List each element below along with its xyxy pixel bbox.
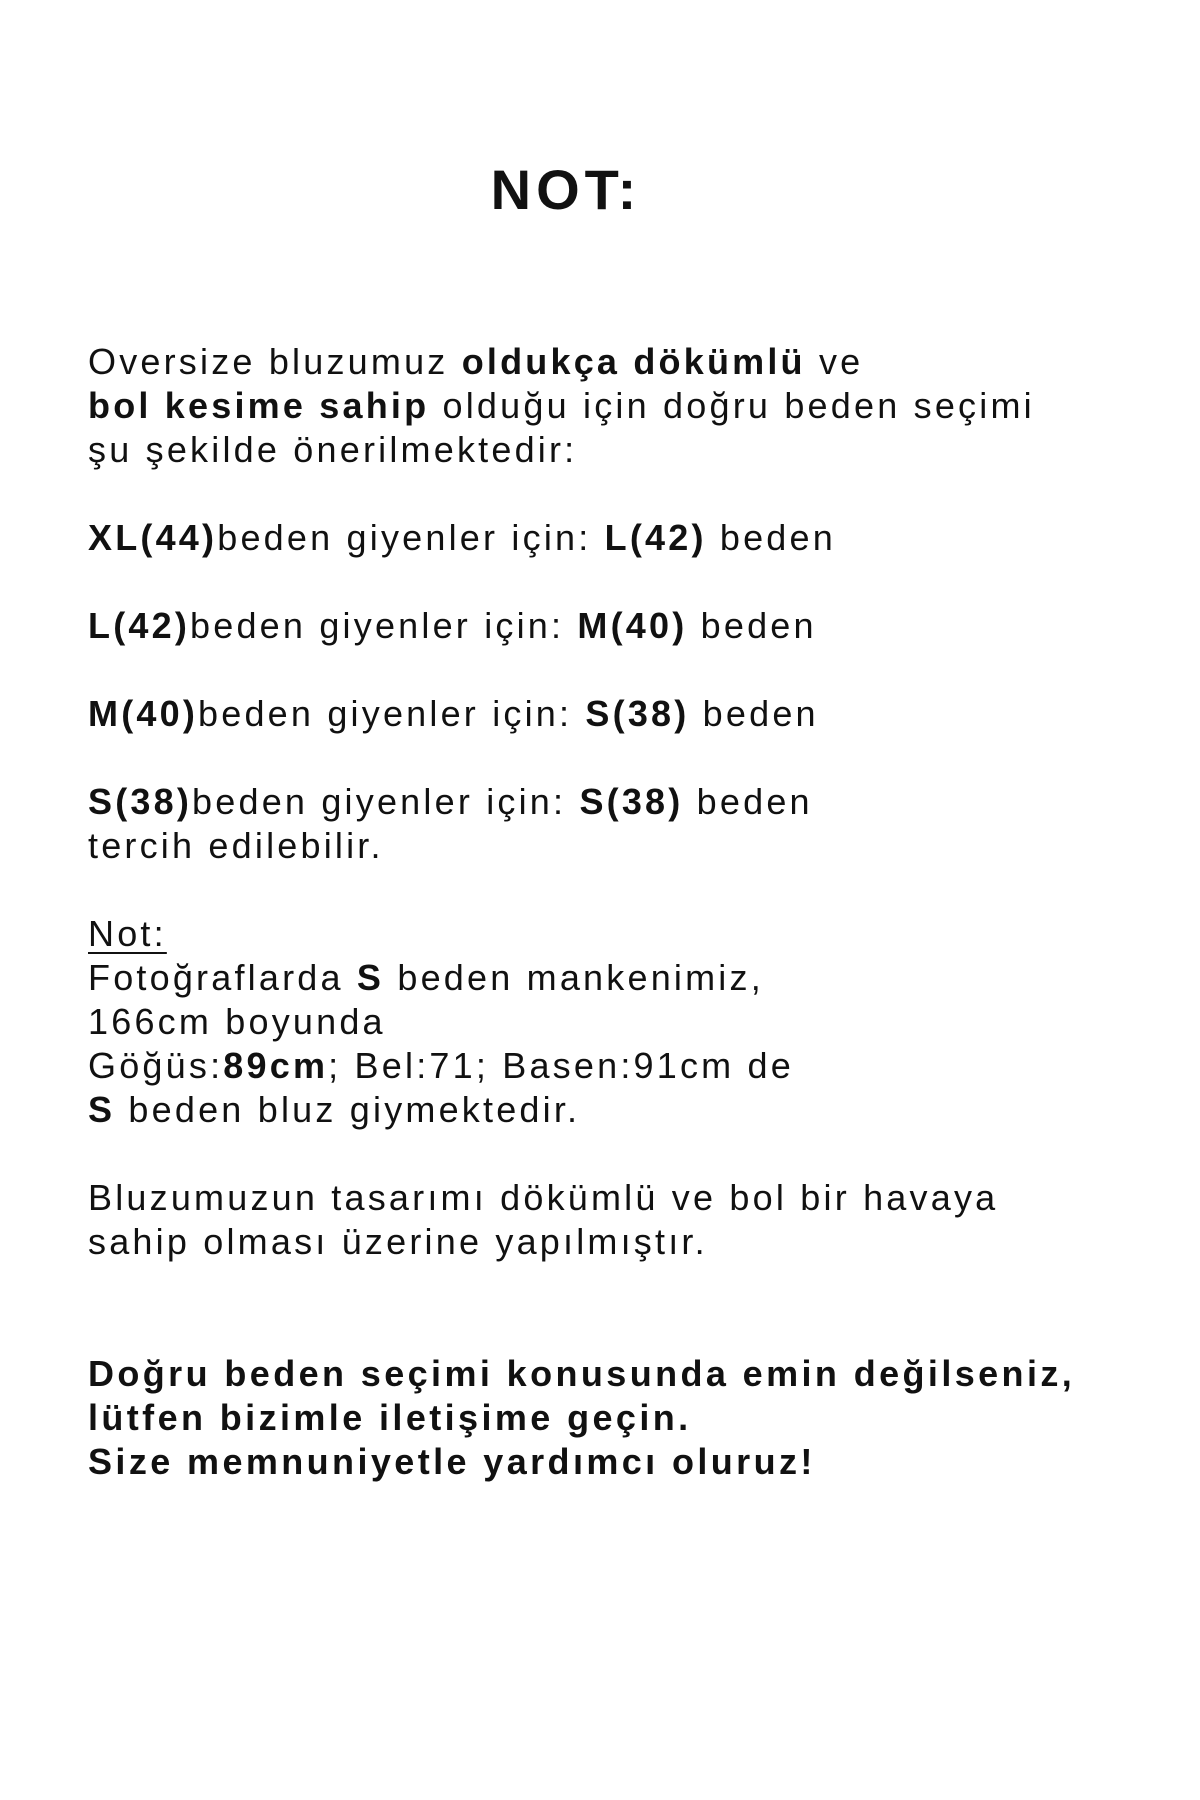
model-note-line: Fotoğraflarda S beden mankenimiz,	[88, 957, 764, 998]
closing-line: Size memnuniyetle yardımcı oluruz!	[88, 1441, 816, 1482]
model-note-line: 166cm boyunda	[88, 1001, 386, 1042]
page-title: NOT:	[490, 158, 642, 221]
intro-line: bol kesime sahip olduğu için doğru beden seçimi	[88, 385, 1035, 426]
intro-line: Oversize bluzumuz oldukça dökümlü ve	[88, 341, 864, 382]
design-paragraph	[88, 1176, 1178, 1264]
design-line: Bluzumuzun tasarımı dökümlü ve bol bir havaya	[88, 1177, 999, 1218]
size-recommendation: M(40)beden giyenler için: S(38) beden	[88, 693, 819, 734]
intro-line: şu şekilde önerilmektedir:	[88, 429, 578, 470]
intro-paragraph	[88, 340, 1178, 472]
note-label: Not:	[88, 913, 167, 954]
model-note-line: S beden bluz giymektedir.	[88, 1089, 581, 1130]
size-recommendation: L(42)beden giyenler için: M(40) beden	[88, 605, 817, 646]
closing-paragraph	[88, 1352, 1178, 1484]
model-note	[88, 912, 1178, 1132]
model-note-line: Göğüs:89cm; Bel:71; Basen:91cm de	[88, 1045, 794, 1086]
design-line: sahip olması üzerine yapılmıştır.	[88, 1221, 708, 1262]
sizes-tail: tercih edilebilir.	[88, 825, 384, 866]
size-recommendation: XL(44)beden giyenler için: L(42) beden	[88, 517, 836, 558]
size-recommendation: S(38)beden giyenler için: S(38) beden	[88, 781, 813, 822]
closing-line: Doğru beden seçimi konusunda emin değilseniz,	[88, 1353, 1076, 1394]
closing-line: lütfen bizimle iletişime geçin.	[88, 1397, 692, 1438]
note-content	[88, 340, 1178, 1484]
